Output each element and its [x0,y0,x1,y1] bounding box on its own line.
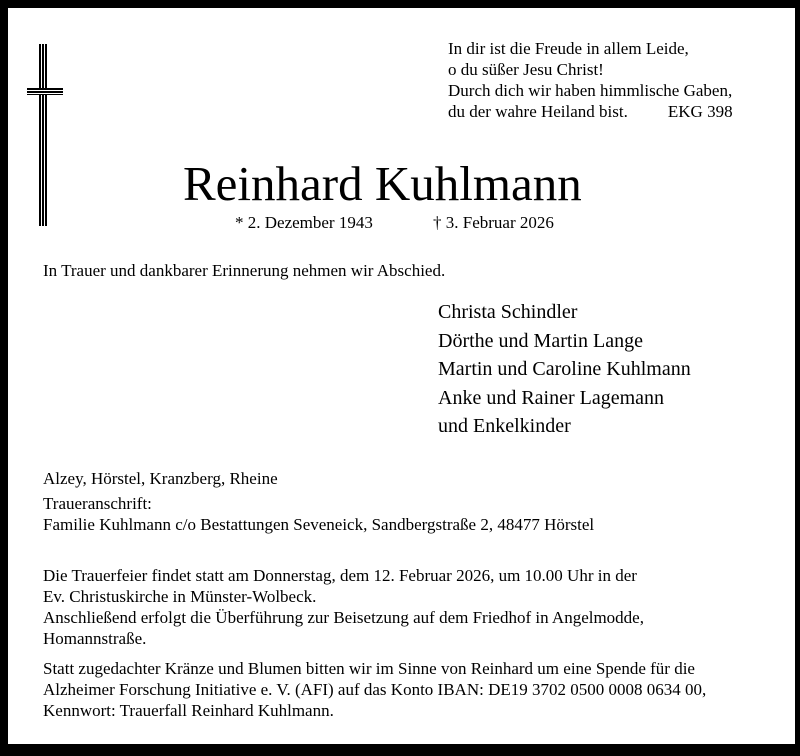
deceased-name: Reinhard Kuhlmann [183,156,582,211]
quote-line: o du süßer Jesu Christ! [448,60,604,79]
donation-line: Kennwort: Trauerfall Reinhard Kuhlmann. [43,701,334,720]
quote-line: In dir ist die Freude in allem Leide, [448,39,689,58]
donation-info [43,658,706,721]
quote-source: EKG 398 [667,102,733,121]
donation-line: Alzheimer Forschung Initiative e. V. (AFI) auf das Konto IBAN: DE19 3702 0500 0008 0634 00, [43,680,707,699]
address-block [43,493,594,535]
quote-line: du der wahre Heiland bist. [448,102,628,121]
death-date: † 3. Februar 2026 [433,213,554,232]
quote-line: Durch dich wir haben himmlische Gaben, [448,81,733,100]
life-dates [235,212,554,233]
places: Alzey, Hörstel, Kranzberg, Rheine [43,469,278,488]
mourner: Anke und Rainer Lagemann [438,386,665,409]
intro-text: In Trauer und dankbarer Erinnerung nehmen wir Abschied. [43,261,446,280]
mourners-list [438,298,691,441]
mourner: Martin und Caroline Kuhlmann [438,358,691,380]
address-label: Traueranschrift: [43,494,152,513]
donation-line: Statt zugedachter Kränze und Blumen bitten wir im Sinne von Reinhard um eine Spende für die [43,659,695,678]
mourner: Christa Schindler [438,301,578,323]
address: Familie Kuhlmann c/o Bestattungen Seveneick, Sandbergstraße 2, 48477 Hörstel [43,515,595,534]
birth-date: * 2. Dezember 1943 [235,213,373,232]
mourner: Dörthe und Martin Lange [438,329,643,352]
service-line: Anschließend erfolgt die Überführung zur Beisetzung auf dem Friedhof in Angelmodde, [43,608,644,627]
service-line: Homannstraße. [43,629,147,648]
service-line: Die Trauerfeier findet statt am Donnerstag, dem 12. Februar 2026, um 10.00 Uhr in der [43,566,637,585]
service-info [43,565,644,649]
obituary-notice [8,8,795,744]
service-line: Ev. Christuskirche in Münster-Wolbeck. [43,587,317,606]
hymn-quote [448,38,733,122]
mourner: und Enkelkinder [438,415,571,437]
